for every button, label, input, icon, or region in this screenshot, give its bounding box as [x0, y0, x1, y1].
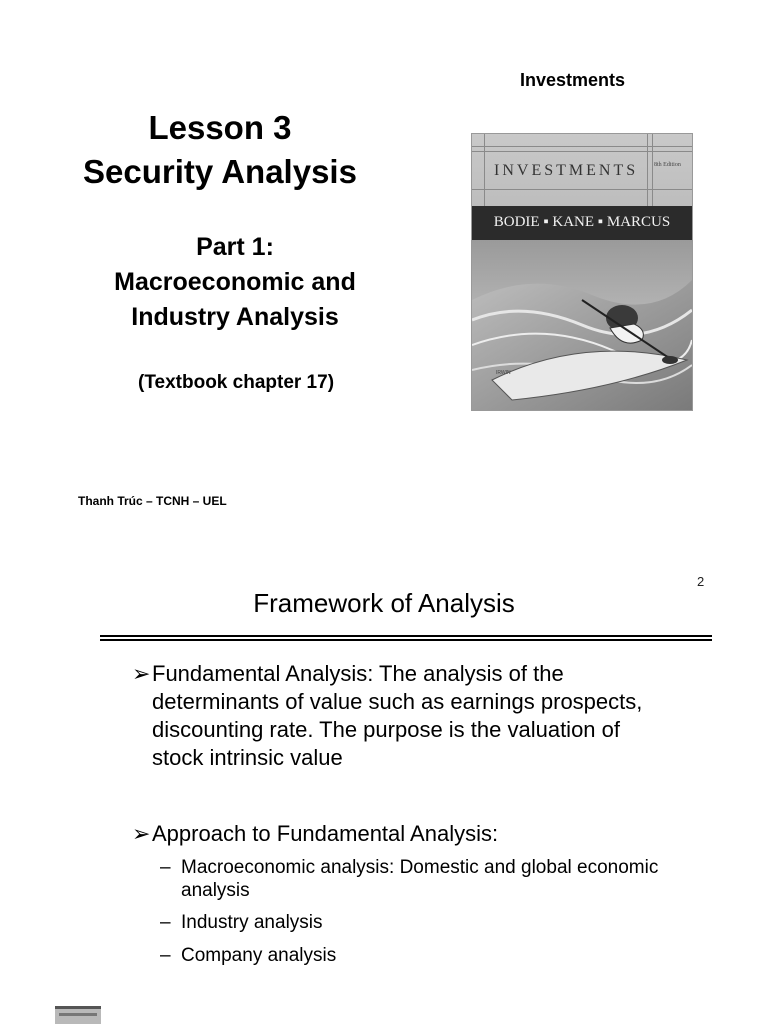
- kayaker-photo: [472, 240, 692, 410]
- cover-edition: 8th Edition: [654, 162, 681, 168]
- arrow-bullet-icon: ➢: [132, 821, 151, 846]
- part-title: [60, 230, 410, 335]
- sub-bullet-industry: [160, 911, 680, 934]
- slide-number: 2: [697, 574, 705, 589]
- bullet-fundamental-analysis: [132, 660, 672, 772]
- part-topic-line2: Industry Analysis: [131, 303, 339, 331]
- slide-title: Framework of Analysis: [253, 588, 515, 618]
- part-label: Part 1:: [196, 233, 274, 261]
- course-label: Investments: [520, 70, 626, 90]
- cover-author-band: [472, 206, 692, 240]
- lesson-number: Lesson 3: [148, 109, 292, 146]
- part-topic-line1: Macroeconomic and: [114, 268, 356, 296]
- sub-bullet-company: [160, 944, 680, 967]
- bullet-text: Fundamental Analysis: The analysis of the determinants of value such as earnings prospects, discounting rate. The purpose is the valuation of stock intrinsic value: [152, 661, 643, 770]
- book-cover-image: [471, 133, 693, 411]
- cover-header: [472, 134, 692, 206]
- sub-bullet-text: Industry analysis: [181, 912, 323, 933]
- bullet-approach: [132, 820, 672, 848]
- sub-bullet-text: Macroeconomic analysis: Domestic and global economic analysis: [181, 857, 659, 901]
- lesson-title: [40, 106, 400, 194]
- dash-bullet-icon: –: [160, 945, 171, 966]
- author-footer: Thanh Trúc – TCNH – UEL: [78, 494, 227, 508]
- textbook-reference: (Textbook chapter 17): [138, 372, 335, 393]
- dash-bullet-icon: –: [160, 857, 171, 878]
- cover-title: INVESTMENTS: [494, 162, 639, 179]
- book-thumbnail-icon: [55, 1006, 101, 1024]
- sub-bullet-text: Company analysis: [181, 945, 337, 966]
- cover-authors: BODIE ▪ KANE ▪ MARCUS: [493, 214, 671, 230]
- title-divider: [100, 635, 712, 637]
- sub-bullet-macroeconomic: [160, 856, 680, 902]
- cover-publisher: IRWIN: [496, 370, 511, 376]
- dash-bullet-icon: –: [160, 912, 171, 933]
- bullet-text: Approach to Fundamental Analysis:: [152, 821, 499, 846]
- arrow-bullet-icon: ➢: [132, 661, 151, 686]
- lesson-subject: Security Analysis: [83, 153, 357, 190]
